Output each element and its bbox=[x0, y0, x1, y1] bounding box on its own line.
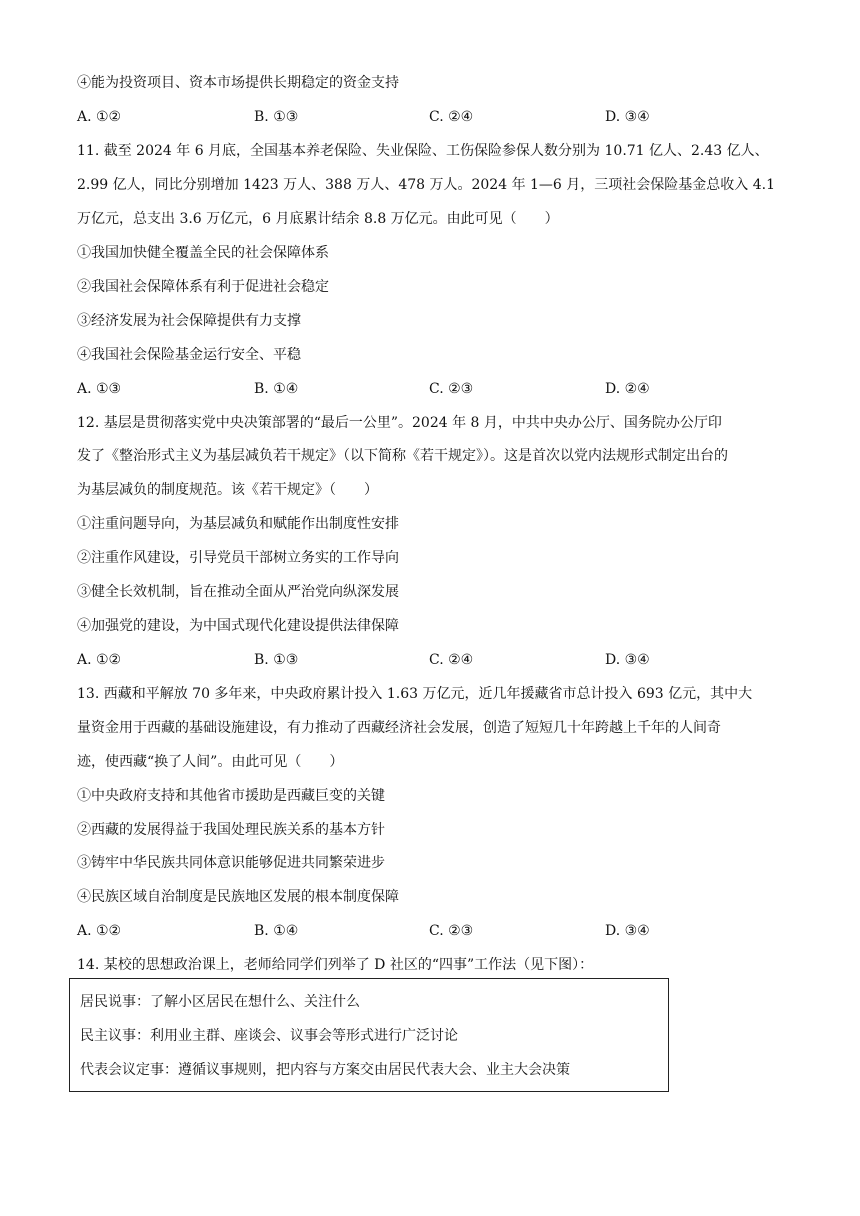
q12-stem-line-3: 为基层减负的制度规范。该《若干规定》（ ） bbox=[77, 482, 378, 498]
q10-item-4: ④能为投资项目、资本市场提供长期稳定的资金支持 bbox=[77, 75, 399, 91]
q11-stem-line-1: 11. 截至 2024 年 6 月底，全国基本养老保险、失业保险、工伤保险参保人数分别为 10.71 亿人、2.43 亿人、 bbox=[77, 143, 769, 159]
q11-options bbox=[77, 379, 777, 399]
q13-options bbox=[77, 921, 777, 941]
q13-item-1: ①中央政府支持和其他省市援助是西藏巨变的关键 bbox=[77, 788, 385, 804]
q12-item-2: ②注重作风建设，引导党员干部树立务实的工作导向 bbox=[77, 550, 399, 566]
box-line-2: 民主议事：利用业主群、座谈会、议事会等形式进行广泛讨论 bbox=[80, 1028, 458, 1044]
option-d: D. ②④ bbox=[605, 381, 650, 397]
q11-stem-line-2: 2.99 亿人，同比分别增加 1423 万人、388 万人、478 万人。2024 年 1—6 月，三项社会保险基金总收入 4.1 bbox=[77, 177, 776, 193]
q11-item-3: ③经济发展为社会保障提供有力支撑 bbox=[77, 313, 301, 329]
q13-item-2: ②西藏的发展得益于我国处理民族关系的基本方针 bbox=[77, 822, 385, 838]
option-c: C. ②③ bbox=[429, 381, 474, 397]
option-d: D. ③④ bbox=[605, 652, 650, 668]
q12-item-4: ④加强党的建设，为中国式现代化建设提供法律保障 bbox=[77, 618, 399, 634]
option-b: B. ①③ bbox=[254, 109, 299, 125]
option-d: D. ③④ bbox=[605, 109, 650, 125]
q14-stem: 14. 某校的思想政治课上，老师给同学们列举了 D 社区的“四事”工作法（见下图）： bbox=[77, 957, 594, 973]
q11-stem-line-3: 万亿元，总支出 3.6 万亿元，6 月底累计结余 8.8 万亿元。由此可见（ ） bbox=[77, 211, 559, 227]
q13-stem-line-2: 量资金用于西藏的基础设施建设，有力推动了西藏经济社会发展，创造了短短几十年跨越上千年的人间奇 bbox=[77, 720, 721, 736]
q13-stem-line-1: 13. 西藏和平解放 70 多年来，中央政府累计投入 1.63 万亿元，近几年援藏省市总计投入 693 亿元，其中大 bbox=[77, 686, 753, 702]
option-a: A. ①② bbox=[77, 109, 122, 125]
option-b: B. ①④ bbox=[254, 923, 299, 939]
option-c: C. ②④ bbox=[429, 652, 474, 668]
q11-item-2: ②我国社会保障体系有利于促进社会稳定 bbox=[77, 279, 329, 295]
q12-item-3: ③健全长效机制，旨在推动全面从严治党向纵深发展 bbox=[77, 584, 399, 600]
q11-item-1: ①我国加快健全覆盖全民的社会保障体系 bbox=[77, 245, 329, 261]
q10-options bbox=[77, 107, 777, 127]
option-a: A. ①③ bbox=[77, 381, 122, 397]
q12-stem-line-2: 发了《整治形式主义为基层减负若干规定》（以下简称《若干规定》）。这是首次以党内法规形式制定出台的 bbox=[77, 448, 728, 464]
q11-item-4: ④我国社会保险基金运行安全、平稳 bbox=[77, 347, 301, 363]
option-a: A. ①② bbox=[77, 652, 122, 668]
four-matters-box bbox=[69, 978, 669, 1092]
option-c: C. ②③ bbox=[429, 923, 474, 939]
option-d: D. ③④ bbox=[605, 923, 650, 939]
box-line-3: 代表会议定事：遵循议事规则，把内容与方案交由居民代表大会、业主大会决策 bbox=[80, 1062, 570, 1078]
option-b: B. ①④ bbox=[254, 381, 299, 397]
q13-item-4: ④民族区域自治制度是民族地区发展的根本制度保障 bbox=[77, 889, 399, 905]
option-a: A. ①② bbox=[77, 923, 122, 939]
option-b: B. ①③ bbox=[254, 652, 299, 668]
box-line-1: 居民说事：了解小区居民在想什么、关注什么 bbox=[80, 994, 360, 1010]
q13-stem-line-3: 迹，使西藏“换了人间”。由此可见（ ） bbox=[77, 754, 344, 770]
q12-stem-line-1: 12. 基层是贯彻落实党中央决策部署的“最后一公里”。2024 年 8 月，中共中央办公厅、国务院办公厅印 bbox=[77, 415, 722, 431]
q12-item-1: ①注重问题导向，为基层减负和赋能作出制度性安排 bbox=[77, 516, 399, 532]
option-c: C. ②④ bbox=[429, 109, 474, 125]
q12-options bbox=[77, 650, 777, 670]
q13-item-3: ③铸牢中华民族共同体意识能够促进共同繁荣进步 bbox=[77, 855, 385, 871]
